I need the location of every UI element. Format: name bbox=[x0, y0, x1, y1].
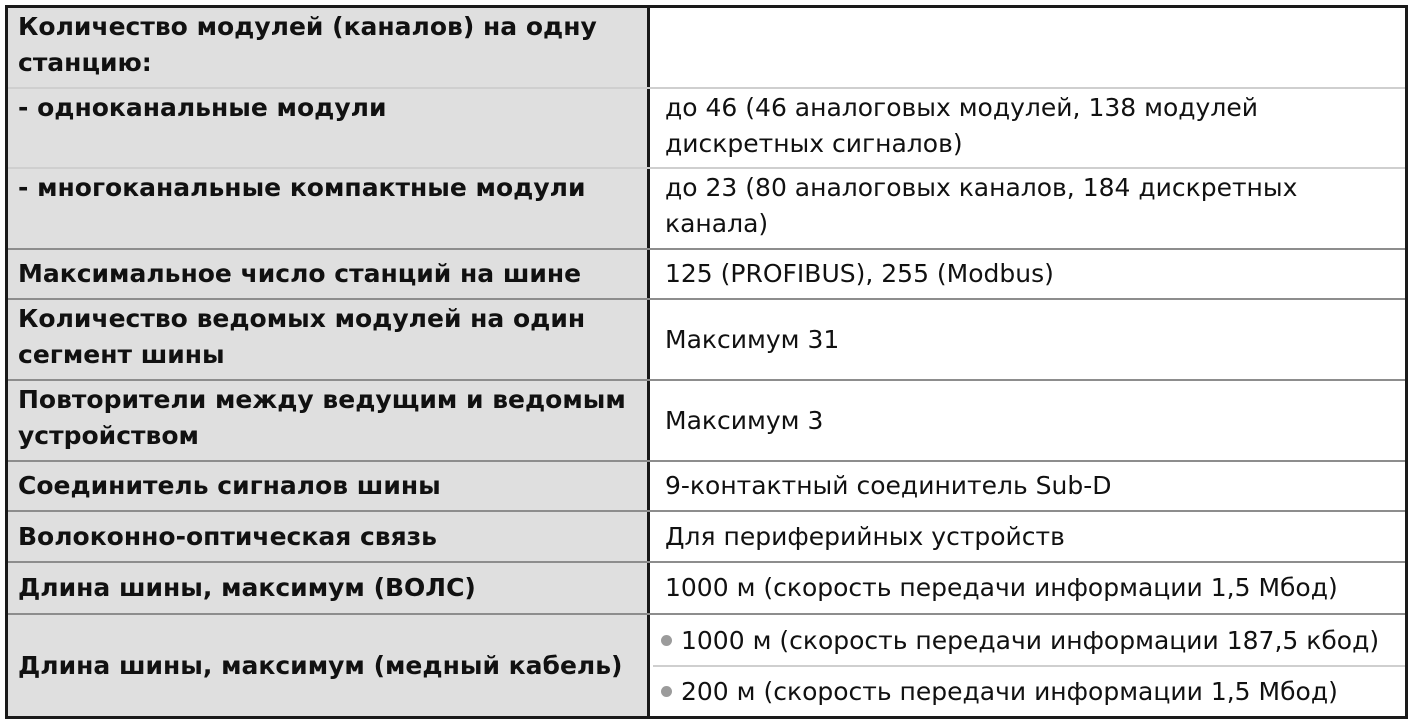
row-value: Максимум 3 bbox=[665, 405, 824, 435]
row-label: Повторители между ведущим и ведомым устройством bbox=[8, 381, 650, 460]
row-value: Максимум 31 bbox=[665, 324, 840, 354]
table-row bbox=[8, 8, 1405, 88]
table-row bbox=[8, 615, 1405, 716]
row-value: до 23 (80 аналоговых каналов, 184 дискретных канала) bbox=[665, 173, 1298, 238]
row-value: 1000 м (скорость передачи информации 1,5 Мбод) bbox=[665, 573, 1338, 602]
row-label: Волоконно-оптическая связь bbox=[8, 512, 650, 561]
table-row bbox=[8, 563, 1405, 613]
row-value bbox=[653, 8, 1405, 88]
row-label: Максимальное число станций на шине bbox=[8, 250, 650, 298]
bullet-icon bbox=[661, 635, 672, 646]
row-label: Соединитель сигналов шины bbox=[8, 462, 650, 510]
spec-table bbox=[5, 5, 1408, 719]
table-row bbox=[8, 512, 1405, 561]
table-row bbox=[8, 381, 1405, 460]
bullet-icon bbox=[661, 686, 672, 697]
table-row bbox=[8, 250, 1405, 298]
row-label: - многоканальные компактные модули bbox=[8, 169, 650, 249]
table-row bbox=[8, 89, 1405, 168]
row-value: 125 (PROFIBUS), 255 (Modbus) bbox=[665, 259, 1054, 288]
table-row bbox=[8, 462, 1405, 510]
list-item bbox=[653, 667, 1405, 716]
row-value: Для периферийных устройств bbox=[665, 521, 1065, 551]
row-label: Длина шины, максимум (ВОЛС) bbox=[8, 563, 650, 613]
row-label: Количество модулей (каналов) на одну станцию: bbox=[8, 8, 650, 88]
row-label: - одноканальные модули bbox=[8, 89, 650, 168]
row-label: Длина шины, максимум (медный кабель) bbox=[8, 615, 650, 716]
list-item-text: 200 м (скорость передачи информации 1,5 Мбод) bbox=[681, 677, 1338, 706]
list-item bbox=[653, 615, 1405, 665]
row-value: 9-контактный соединитель Sub-D bbox=[665, 471, 1112, 500]
list-item-text: 1000 м (скорость передачи информации 187,5 кбод) bbox=[681, 625, 1380, 655]
table-row bbox=[8, 169, 1405, 249]
table-row bbox=[8, 300, 1405, 379]
row-label: Количество ведомых модулей на один сегмент шины bbox=[8, 300, 650, 379]
row-value: до 46 (46 аналоговых модулей, 138 модулей дискретных сигналов) bbox=[665, 93, 1258, 158]
